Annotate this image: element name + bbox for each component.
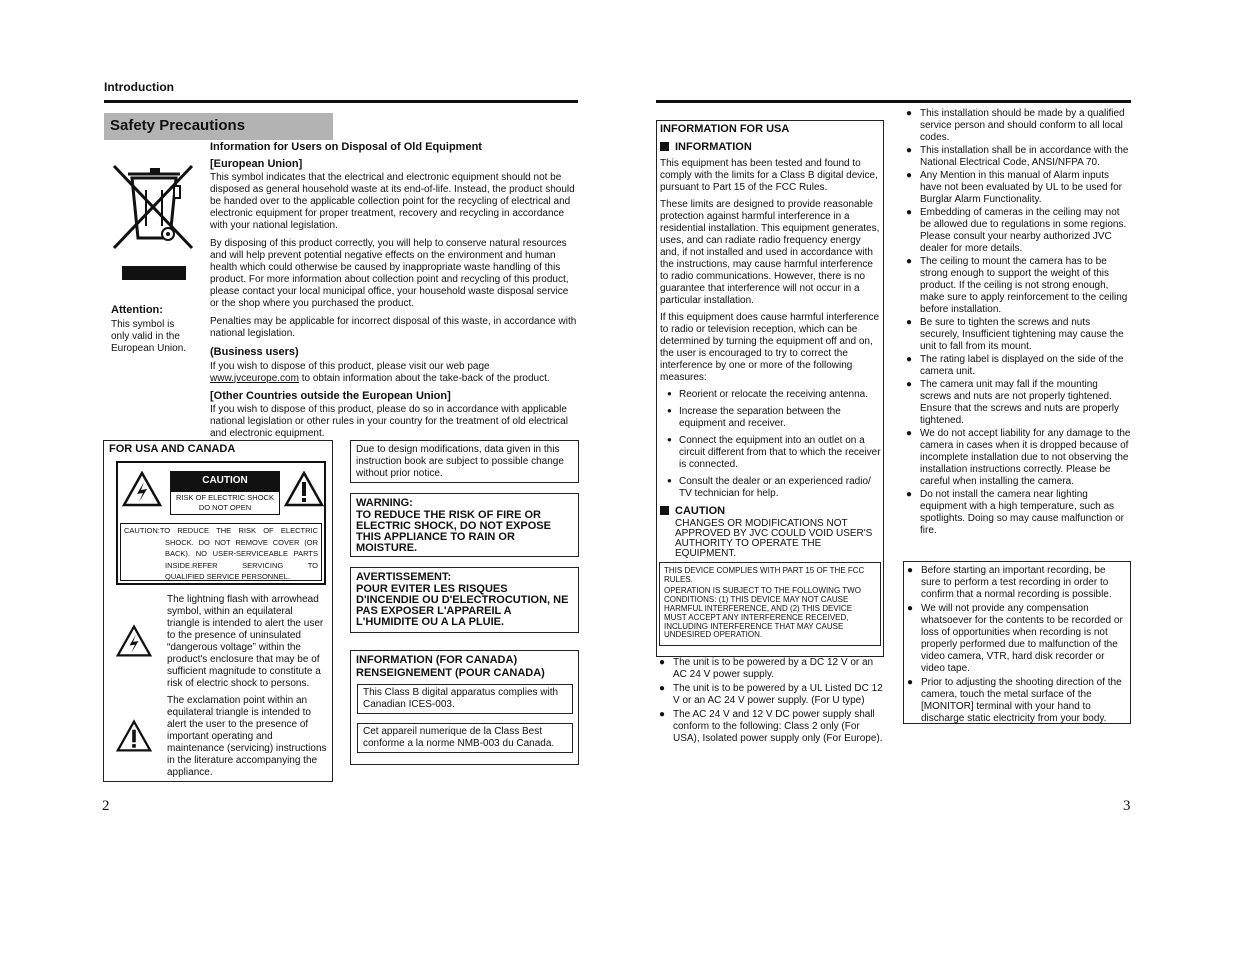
list-item: ● Reorient or relocate the receiving antenna. <box>663 389 882 401</box>
business-text-1: If you wish to dispose of this product, please visit our web page <box>210 360 490 372</box>
fcc-compliance-text-2: OPERATION IS SUBJECT TO THE FOLLOWING TWO CONDITIONS: (1) THIS DEVICE MAY NOT CAUSE HARMFUL INTERFERENCE, AND (2) THIS DEVICE MUST ACCEPT ANY INTERFERENCE RECEIVED, INCLUDING INTERFERENCE THAT MAY CAUSE UNDESIRED OPERATION. <box>664 586 861 640</box>
canada-box <box>350 650 579 765</box>
caution-changes-text: CHANGES OR MODIFICATIONS NOT APPROVED BY JVC COULD VOID USER'S AUTHORITY TO OPERATE THE EQUIPMENT. <box>675 517 873 559</box>
disposal-heading: Information for Users on Disposal of Old Equipment <box>210 141 482 153</box>
usa-canada-title: FOR USA AND CANADA <box>109 443 236 455</box>
eu-heading: [European Union] <box>210 158 303 171</box>
fcc-paragraph-2: These limits are designed to provide reasonable protection against harmful interference in a residential installation. This equipment generates, uses, and can radiate radio frequency energy and, if not installed and used in accordance with the instructions, may cause harmful interference to radio communications. However, there is no guarantee that interference will not occur in a particular installation. <box>660 199 880 307</box>
avertissement-text: POUR EVITER LES RISQUES D'INCENDIE OU D'ELECTROCUTION, NE PAS EXPOSER L'APPAREIL A L'HUMIDITE OU A LA PLUIE. <box>356 583 569 629</box>
caution-sub-line-1: RISK OF ELECTRIC SHOCK <box>176 493 274 502</box>
list-item: ● We do not accept liability for any damage to the camera in cases when it is dropped because of incomplete installation due to not observing the installation instructions correctly. Please be careful when installing the camera. <box>906 428 1131 488</box>
fcc-paragraph-1: This equipment has been tested and found to comply with the limits for a Class B digital device, pursuant to Part 15 of the FCC Rules. <box>660 158 878 194</box>
exclamation-explanation: The exclamation point within an equilateral triangle is intended to alert the user to the presence of important operating and maintenance (servicing) instructions in the literature accompanying the appliance. <box>167 695 327 778</box>
list-item: ● Any Mention in this manual of Alarm inputs have not been evaluated by UL to be used for Burglar Alarm Functionality. <box>906 170 1131 206</box>
lightning-symbol-icon <box>116 624 152 662</box>
list-item: ● Do not install the camera near lighting equipment with a high temperature, such as spotlights. Doing so may cause malfunction or fire. <box>906 489 1131 537</box>
caution-heading <box>660 505 882 518</box>
business-heading: (Business users) <box>210 346 299 359</box>
canada-title-en: INFORMATION (FOR CANADA) <box>356 654 518 666</box>
exclamation-triangle-icon <box>284 471 324 511</box>
disposal-section <box>210 141 578 440</box>
lightning-explanation: The lightning flash with arrowhead symbol, within an equilateral triangle is intended to alert the user to the presence of uninsulated “dangerous voltage” within the product's enclosure that may be of sufficient magnitude to constitute a risk of electric shock to persons. <box>167 594 324 689</box>
warning-box <box>350 493 579 557</box>
section-title: Safety Precautions <box>110 117 246 134</box>
fcc-paragraph-3: If this equipment does cause harmful interference to radio or television reception, which can be determined by turning the equipment off and on, the user is encouraged to try to correct the interference by one or more of the following measures: <box>660 312 880 384</box>
caution-line-4: INSIDE.REFER SERVICING TO <box>165 560 318 570</box>
canada-ices-box <box>357 684 573 714</box>
attention-text: This symbol is only valid in the European Union. <box>111 319 187 354</box>
business-paragraph <box>210 361 578 385</box>
usa-canada-box <box>103 440 333 782</box>
usa-info-box <box>656 120 884 657</box>
fcc-compliance-box <box>659 562 881 646</box>
eu-paragraph-3: Penalties may be applicable for incorrect disposal of this waste, in accordance with national legislation. <box>210 316 577 340</box>
list-item: ● Before starting an important recording, be sure to perform a test recording in order to confirm that a normal recording is possible. <box>907 565 1127 601</box>
list-item: ● Be sure to tighten the screws and nuts securely, Insufficient tightening may cause the unit to fall from its mount. <box>906 317 1131 353</box>
other-countries-paragraph: If you wish to dispose of this product, please do so in accordance with applicable national legislation or other rules in your country for the treatment of old electrical and electronic equipment. <box>210 403 568 439</box>
header-rule <box>104 100 578 103</box>
page-number-right: 3 <box>1123 798 1131 814</box>
list-item: ● The camera unit may fall if the mounting screws and nuts are not properly tightened. Ensure that the screws and nuts are properly tightened. <box>906 379 1131 427</box>
design-note-text: Due to design modifications, data given in this instruction book are subject to possible change without prior notice. <box>356 444 564 479</box>
list-item: ● The unit is to be powered by a DC 12 V or an AC 24 V power supply. <box>659 657 887 681</box>
recording-notes-box <box>903 561 1131 724</box>
list-item: ● Consult the dealer or an experienced radio/ TV technician for help. <box>663 476 882 500</box>
usa-info-title: INFORMATION FOR USA <box>660 123 790 135</box>
power-bullets <box>659 657 887 745</box>
caution-label-panel <box>116 461 326 585</box>
square-bullet-icon <box>660 506 669 515</box>
canada-ices-text: This Class B digital apparatus complies with Canadian ICES-003. <box>363 687 559 710</box>
list-item: ● Prior to adjusting the shooting direction of the camera, touch the metal surface of the [MONITOR] terminal with your hand to discharge static electricity from your body. <box>907 677 1127 725</box>
measures-list <box>660 389 882 500</box>
list-item: ● This installation shall be in accordance with the National Electrical Code, ANSI/NFPA 70. <box>906 145 1131 169</box>
caution-line-5: QUALIFIED SERVICE PERSONNEL. <box>165 572 290 581</box>
list-item: ● We will not provide any compensation whatsoever for the contents to be recorded or loss of opportunities when recording is not properly performed due to malfunction of the video camera, VTR, hard disk recorder or video tape. <box>907 603 1127 675</box>
install-bullets <box>906 108 1131 537</box>
canada-nmb-box <box>357 723 573 753</box>
design-note-box <box>350 440 579 483</box>
list-item: ● Connect the equipment into an outlet on a circuit different from that to which the receiver is connected. <box>663 435 882 471</box>
caution-text-block <box>120 523 322 581</box>
caution-sub-line-2: DO NOT OPEN <box>198 503 252 512</box>
eu-paragraph-2: By disposing of this product correctly, you will help to conserve natural resources and will help prevent potential negative effects on the environment and human health which could otherwise be caused by inappropriate waste handling of this product. For more information about collection point and recycling of this product, please contact your local municipal office, your household waste disposal service or the shop where you purchased the product. <box>210 238 569 310</box>
list-item: ● Embedding of cameras in the ceiling may not be allowed due to regulations in some regions. Please consult your nearby authorized JVC dealer for more details. <box>906 207 1131 255</box>
canada-title-fr: RENSEIGNEMENT (POUR CANADA) <box>356 667 545 679</box>
caution-line-1: CAUTION:TO REDUCE THE RISK OF ELECTRIC <box>124 526 318 535</box>
warning-title: WARNING: <box>356 497 413 509</box>
list-item: ● The unit is to be powered by a UL Listed DC 12 V or an AC 24 V power supply. (For U type) <box>659 683 887 707</box>
fcc-compliance-text-1: THIS DEVICE COMPLIES WITH PART 15 OF THE FCC RULES. <box>664 566 865 585</box>
lightning-triangle-icon <box>122 471 162 511</box>
page-header: Introduction <box>104 80 174 94</box>
square-bullet-icon <box>660 142 669 151</box>
attention-title: Attention: <box>111 304 163 316</box>
caution-label: CAUTION <box>170 471 280 491</box>
caution-heading-text: CAUTION <box>675 505 726 518</box>
caution-sublabel <box>170 491 280 515</box>
caution-line-2: SHOCK. DO NOT REMOVE COVER (OR <box>165 537 318 547</box>
canada-nmb-text: Cet appareil numerique de la Class Best conforme a la norme NMB-003 du Canada. <box>363 726 555 749</box>
warning-text: TO REDUCE THE RISK OF FIRE OR ELECTRIC SHOCK, DO NOT EXPOSE THIS APPLIANCE TO RAIN OR MOISTURE. <box>356 509 551 555</box>
avertissement-title: AVERTISSEMENT: <box>356 571 452 583</box>
exclamation-symbol-icon <box>116 719 152 757</box>
list-item: ● This installation should be made by a qualified service person and should conform to all local codes. <box>906 108 1131 144</box>
business-text-2: to obtain information about the take-back of the product. <box>298 372 550 384</box>
section-title-bar <box>104 113 333 140</box>
crossed-bin-icon <box>110 160 196 284</box>
info-heading <box>660 141 882 154</box>
list-item: ● The rating label is displayed on the side of the camera unit. <box>906 354 1131 378</box>
list-item: ● The AC 24 V and 12 V DC power supply shall conform to the following: Class 2 only (For USA), Isolated power supply only (For Europe). <box>659 709 887 745</box>
header-rule-right <box>656 100 1131 103</box>
list-item: ● The ceiling to mount the camera has to be strong enough to support the weight of this product. If the ceiling is not strong enough, make sure to apply reinforcement to the ceiling before installation. <box>906 256 1131 316</box>
other-countries-heading: [Other Countries outside the European Union] <box>210 389 451 402</box>
info-heading-text: INFORMATION <box>675 141 752 154</box>
list-item: ● Increase the separation between the equipment and receiver. <box>663 406 882 430</box>
caution-line-3: BACK). NO USER-SERVICEABLE PARTS <box>165 549 318 558</box>
page-number-left: 2 <box>102 798 110 814</box>
usa-info-content <box>660 123 882 559</box>
eu-paragraph-1: This symbol indicates that the electrical and electronic equipment should not be disposed as general household waste at its end-of-life. Instead, the product should be handed over to the applicable collection point for the recycling of electrical and electronic equipment for proper treatment, recovery and recycling in accordance with your national legislation. <box>210 172 575 232</box>
jvceurope-link[interactable]: www.jvceurope.com <box>210 372 299 384</box>
avertissement-box <box>350 567 579 633</box>
